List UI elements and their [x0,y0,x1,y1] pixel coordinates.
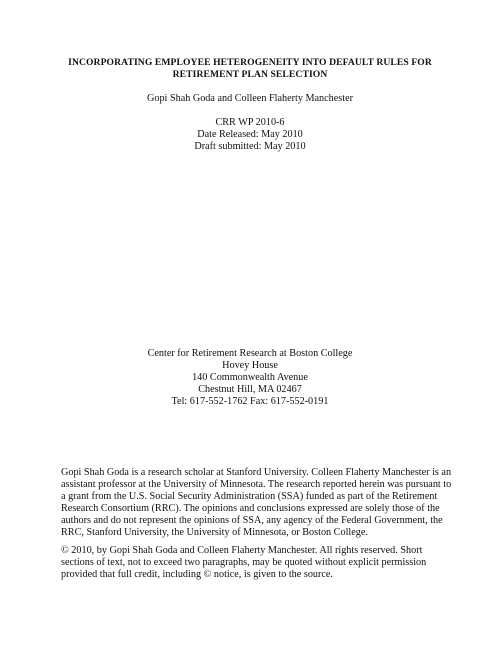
paper-title [40,57,460,81]
bio-line: RRC, Stanford University, the University of Minnesota, or Boston College. [61,527,368,538]
street-address: 140 Commonwealth Avenue [192,372,308,383]
building-name: Hovey House [222,360,278,371]
copyright-line: provided that full credit, including © notice, is given to the source. [61,569,333,580]
institution-address [0,348,500,408]
bio-line: Gopi Shah Goda is a research scholar at Stanford University. Colleen Flaherty Manchester is an [61,467,452,478]
date-released: Date Released: May 2010 [197,129,303,140]
author-names: Gopi Shah Goda and Colleen Flaherty Manchester [147,93,353,104]
title-line-2: RETIREMENT PLAN SELECTION [172,69,328,80]
bio-line: assistant professor at the University of Minnesota. The research reported herein was pursuant to [61,479,452,490]
bio-line: authors and do not represent the opinions of SSA, any agency of the Federal Government, the [61,515,443,526]
center-name: Center for Retirement Research at Boston College [147,348,353,359]
author-bio-paragraph [61,467,452,539]
bio-line: Research Consortium (RRC). The opinions and conclusions expressed are solely those of the [61,503,440,514]
copyright-line: sections of text, not to exceed two paragraphs, may be quoted without explicit permission [61,557,427,568]
title-line-1: INCORPORATING EMPLOYEE HETEROGENEITY INTO DEFAULT RULES FOR [68,57,432,68]
city-state-zip: Chestnut Hill, MA 02467 [198,384,302,395]
working-paper-meta [0,117,500,153]
bio-line: a grant from the U.S. Social Security Administration (SSA) funded as part of the Retirement [61,491,438,502]
working-paper-number: CRR WP 2010-6 [215,117,285,128]
copyright-paragraph [61,545,446,581]
phone-fax: Tel: 617-552-1762 Fax: 617-552-0191 [171,396,329,407]
draft-submitted: Draft submitted: May 2010 [194,141,306,152]
copyright-line: © 2010, by Gopi Shah Goda and Colleen Flaherty Manchester. All rights reserved. Short [61,545,423,556]
